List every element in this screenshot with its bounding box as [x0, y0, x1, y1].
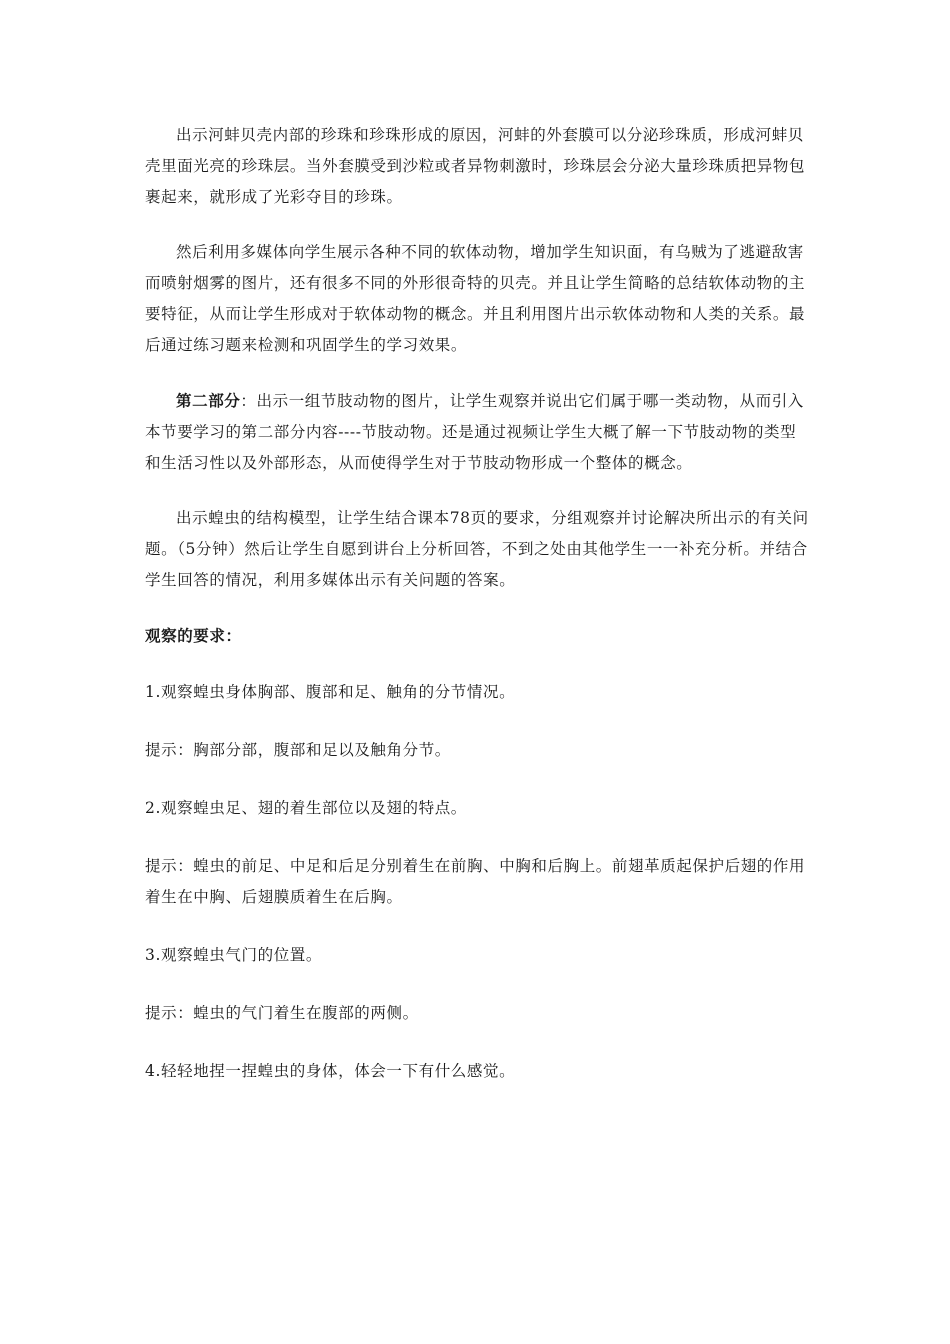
observation-hint-3: 提示：蝗虫的气门着生在腹部的两侧。	[145, 1004, 419, 1022]
paragraph-locust-model: 出示蝗虫的结构模型，让学生结合课本78页的要求，分组观察并讨论解决所出示的有关问题。（5分钟）然后让学生自愿到讲台上分析回答，不到之处由其他学生一一补充分析。并结合学生回答的情况，利用多媒体出示有关问题的答案。	[145, 509, 809, 589]
observation-hint-1: 提示：胸部分部，腹部和足以及触角分节。	[145, 741, 451, 759]
paragraph-pearl-formation: 出示河蚌贝壳内部的珍珠和珍珠形成的原因，河蚌的外套膜可以分泌珍珠质，形成河蚌贝壳里面光亮的珍珠层。当外套膜受到沙粒或者异物刺激时，珍珠层会分泌大量珍珠质把异物包裹起来，就形成了光彩夺目的珍珠。	[145, 126, 806, 206]
part-two-label: 第二部分	[176, 391, 241, 410]
observation-heading: 观察的要求：	[145, 626, 242, 645]
paragraph-mollusk-display: 然后利用多媒体向学生展示各种不同的软体动物，增加学生知识面，有乌贼为了逃避敌害而喷射烟雾的图片，还有很多不同的外形很奇特的贝壳。并且让学生简略的总结软体动物的主要特征，从而让学生形成对于软体动物的概念。并且利用图片出示软体动物和人类的关系。最后通过练习题来检测和巩固学生的学习效果。	[145, 243, 806, 354]
observation-item-3: 3.观察蝗虫气门的位置。	[145, 946, 322, 964]
paragraph-part-two	[145, 385, 810, 479]
observation-item-1: 1.观察蝗虫身体胸部、腹部和足、触角的分节情况。	[145, 683, 516, 701]
observation-item-2: 2.观察蝗虫足、翅的着生部位以及翅的特点。	[145, 799, 467, 817]
document-page	[145, 120, 810, 1087]
part-two-text: ：出示一组节肢动物的图片，让学生观察并说出它们属于哪一类动物，从而引入本节要学习的第二部分内容----节肢动物。还是通过视频让学生大概了解一下节肢动物的类型和生活习性以及外部形态，从而使得学生对于节肢动物形成一个整体的概念。	[145, 392, 804, 472]
observation-item-4: 4.轻轻地捏一捏蝗虫的身体，体会一下有什么感觉。	[145, 1062, 516, 1080]
observation-hint-2: 提示：蝗虫的前足、中足和后足分别着生在前胸、中胸和后胸上。前翅革质起保护后翅的作用着生在中胸、后翅膜质着生在后胸。	[145, 857, 806, 906]
